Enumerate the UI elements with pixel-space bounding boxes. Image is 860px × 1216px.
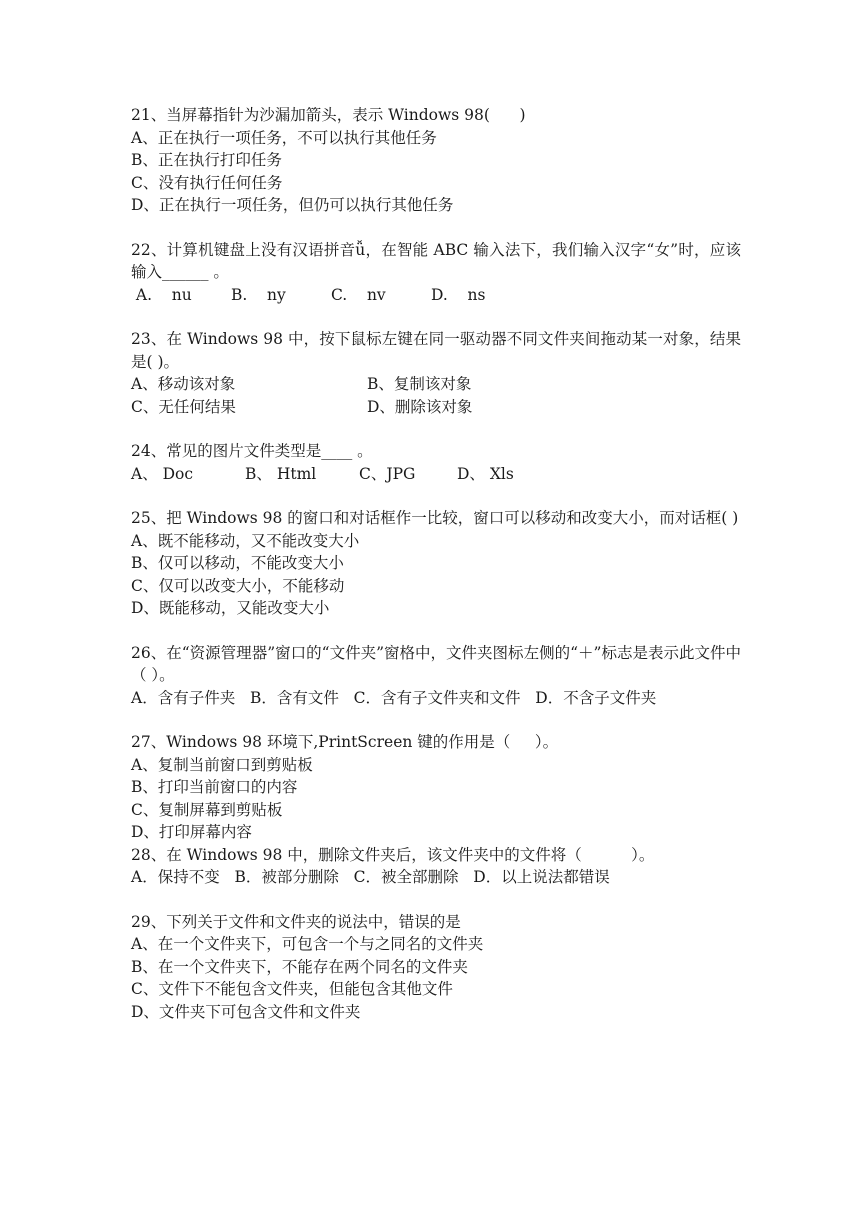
document-page: [131, 104, 741, 1045]
option-c: C、没有执行任何任务: [131, 173, 283, 192]
question-stem: 27、Windows 98 环境下,PrintScreen 键的作用是（ ）。: [131, 733, 559, 751]
question-stem: 21、当屏幕指针为沙漏加箭头，表示 Windows 98( ): [131, 106, 526, 124]
option-b: B、 Html: [245, 464, 317, 483]
question-29: [131, 911, 741, 1024]
options-line: A．含有子件夹 B．含有文件 C．含有子文件夹和文件 D．不含子文件夹: [131, 688, 657, 707]
options-row: [131, 463, 741, 486]
option-a: A、在一个文件夹下，可包含一个与之同名的文件夹: [131, 935, 484, 953]
option-b: B、仅可以移动，不能改变大小: [131, 554, 344, 572]
option-d: D. ns: [431, 285, 486, 304]
question-23: [131, 328, 741, 418]
question-stem: 24、常见的图片文件类型是____ 。: [131, 442, 373, 460]
option-d: D、打印屏幕内容: [131, 823, 252, 841]
option-c: C、复制屏幕到剪贴板: [131, 800, 283, 819]
option-a: A. nu: [131, 285, 192, 304]
question-stem: 26、在“资源管理器”窗口的“文件夹”窗格中，文件夹图标左侧的“＋”标志是表示此文件中（ ）。: [131, 643, 741, 684]
question-25: [131, 507, 741, 620]
options-line: A．保持不变 B．被部分删除 C．被全部删除 D．以上说法都错误: [131, 868, 610, 886]
question-22: [131, 239, 741, 307]
option-d: D、既能移动，又能改变大小: [131, 599, 330, 617]
question-stem: 22、计算机键盘上没有汉语拼音ǚ，在智能 ABC 输入法下，我们输入汉字“女”时，应该输入______ 。: [131, 240, 741, 281]
question-26: [131, 642, 741, 710]
option-a: A、移动该对象: [131, 375, 236, 393]
option-a: A、既不能移动，又不能改变大小: [131, 531, 360, 550]
option-a: A、 Doc: [131, 464, 194, 483]
question-24: [131, 440, 741, 485]
question-stem: 25、把 Windows 98 的窗口和对话框作一比较，窗口可以移动和改变大小，而对话框( ): [131, 509, 739, 527]
option-b: B、打印当前窗口的内容: [131, 778, 298, 796]
option-b: B、复制该对象: [367, 375, 472, 393]
option-d: D、删除该对象: [367, 397, 473, 416]
option-c: C. nv: [331, 285, 386, 304]
option-c: C、JPG: [359, 464, 416, 483]
options-row: [131, 373, 741, 396]
option-a: A、正在执行一项任务，不可以执行其他任务: [131, 128, 437, 147]
options-row: [131, 284, 741, 307]
option-c: C、无任何结果: [131, 397, 236, 416]
option-b: B. ny: [231, 285, 286, 304]
options-row: [131, 396, 741, 419]
option-c: C、文件下不能包含文件夹，但能包含其他文件: [131, 980, 453, 998]
question-stem: 29、下列关于文件和文件夹的说法中，错误的是: [131, 912, 461, 931]
option-c: C、仅可以改变大小，不能移动: [131, 576, 345, 595]
option-b: B、正在执行打印任务: [131, 151, 282, 169]
question-21: [131, 104, 741, 217]
question-stem: 28、在 Windows 98 中，删除文件夹后，该文件夹中的文件将（ ）。: [131, 845, 655, 864]
question-28: [131, 844, 741, 889]
option-a: A、复制当前窗口到剪贴板: [131, 755, 313, 774]
question-27: [131, 731, 741, 844]
option-d: D、正在执行一项任务，但仍可以执行其他任务: [131, 196, 454, 214]
option-d: D、 Xls: [457, 464, 514, 483]
question-stem: 23、在 Windows 98 中，按下鼠标左键在同一驱动器不同文件夹间拖动某一对象，结果是( )。: [131, 330, 741, 371]
option-b: B、在一个文件夹下，不能存在两个同名的文件夹: [131, 957, 468, 976]
option-d: D、文件夹下可包含文件和文件夹: [131, 1002, 361, 1021]
